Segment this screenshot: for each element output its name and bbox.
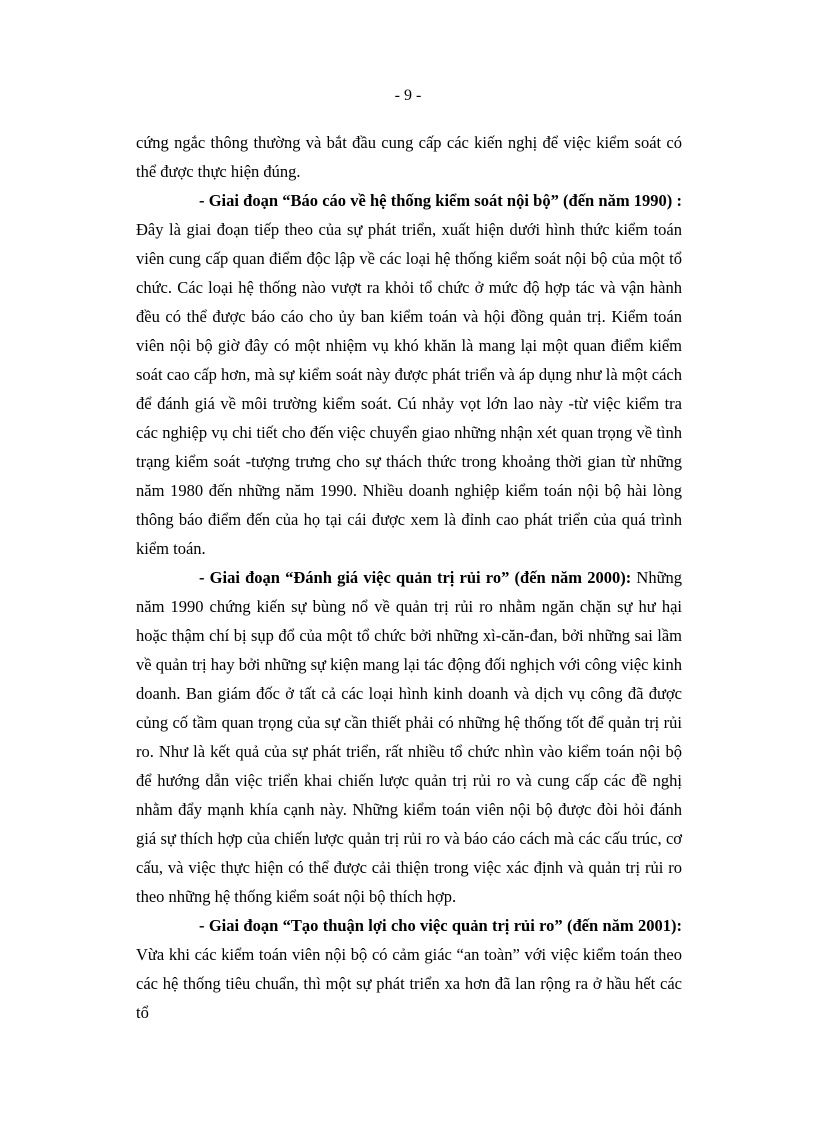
document-body (136, 128, 682, 1027)
paragraph-risk-management-facilitation (136, 911, 682, 1027)
paragraph-text: cứng ngắc thông thường và bắt đầu cung cấp các kiến nghị để việc kiểm soát có thể được thực hiện đúng. (136, 133, 682, 181)
paragraph-text: Đây là giai đoạn tiếp theo của sự phát triển, xuất hiện dưới hình thức kiểm toán viên cung cấp quan điểm độc lập về các loại hệ thống kiểm soát nội bộ của một tổ chức. Các loại hệ thống nào vượt ra khỏi tổ chức ở mức độ hợp tác và vận hành đều có thể được báo cáo cho ủy ban kiểm toán và hội đồng quản trị. Kiểm toán viên nội bộ giờ đây có một nhiệm vụ khó khăn là mang lại một quan điểm kiểm soát cao cấp hơn, mà sự kiểm soát này được phát triển và áp dụng như là một cách để đánh giá về môi trường kiểm soát. Cú nhảy vọt lớn lao này -từ việc kiểm tra các nghiệp vụ chi tiết cho đến việc chuyển giao những nhận xét quan trọng về tình trạng kiểm soát -tượng trưng cho sự thách thức trong khoảng thời gian từ những năm 1980 đến những năm 1990. Nhiều doanh nghiệp kiểm toán nội bộ hài lòng thông báo điểm đến của họ tại cái được xem là đỉnh cao phát triển của quá trình kiểm toán. (136, 220, 682, 558)
section-heading-internal-control-report: - Giai đoạn “Báo cáo về hệ thống kiểm soát nội bộ” (đến năm 1990) : (199, 191, 682, 210)
paragraph-continuation (136, 128, 682, 186)
paragraph-text: Vừa khi các kiểm toán viên nội bộ có cảm giác “an toàn” với việc kiểm toán theo các hệ thống tiêu chuẩn, thì một sự phát triển xa hơn đã lan rộng ra ở hầu hết các tổ (136, 945, 682, 1022)
section-heading-risk-management-facilitation: - Giai đoạn “Tạo thuận lợi cho việc quản trị rủi ro” (đến năm 2001): (199, 916, 682, 935)
paragraph-text: Những năm 1990 chứng kiến sự bùng nổ về quản trị rủi ro nhằm ngăn chặn sự hư hại hoặc thậm chí bị sụp đổ của một tổ chức bởi những xì-căn-đan, bởi những sai lầm về quản trị hay bởi những sự kiện mang lại tác động đối nghịch với công việc kinh doanh. Ban giám đốc ở tất cả các loại hình kinh doanh và dịch vụ công đã được củng cố tầm quan trọng của sự cần thiết phải có những hệ thống tốt để quản trị rủi ro. Như là kết quả của sự phát triển, rất nhiều tổ chức nhìn vào kiểm toán nội bộ để hướng dẫn việc triển khai chiến lược quản trị rủi ro và cung cấp các đề nghị nhằm đẩy mạnh khía cạnh này. Những kiểm toán viên nội bộ được đòi hỏi đánh giá sự thích hợp của chiến lược quản trị rủi ro và báo cáo cách mà các cấu trúc, cơ cấu, và việc thực hiện có thể được cải thiện trong việc xác định và quản trị rủi ro theo những hệ thống kiểm soát nội bộ thích hợp. (136, 568, 683, 906)
paragraph-internal-control-report (136, 186, 682, 563)
paragraph-risk-management-assessment (136, 563, 682, 911)
page-number: - 9 - (394, 87, 422, 104)
section-heading-risk-management-assessment: - Giai đoạn “Đánh giá việc quản trị rủi ro” (đến năm 2000): (199, 568, 632, 587)
